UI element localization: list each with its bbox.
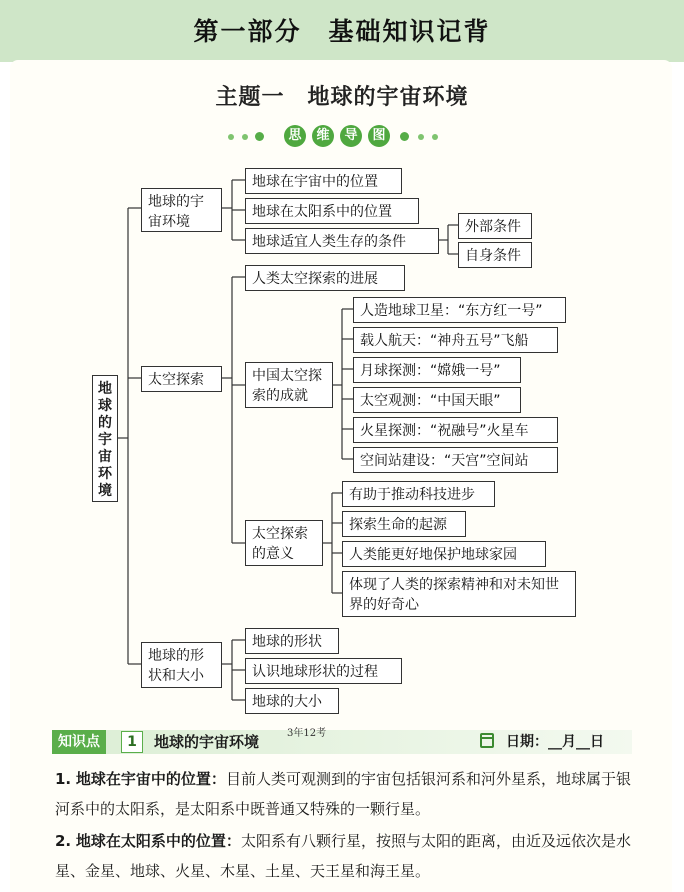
- date-field: 日期：__月__日: [506, 734, 604, 750]
- node-external-conditions: 外部条件: [458, 213, 532, 239]
- node-habitable-conditions: 地球适宜人类生存的条件: [245, 228, 439, 254]
- node-shape-discovery: 认识地球形状的过程: [245, 658, 402, 684]
- item-term: 地球在宇宙中的位置：: [75, 770, 226, 788]
- knowledge-number: 1: [121, 731, 143, 753]
- achievement-item: 太空观测：“中国天眼”: [353, 387, 521, 413]
- knowledge-title: 地球的宇宙环境: [154, 733, 260, 751]
- node-position-solar: 地球在太阳系中的位置: [245, 198, 419, 224]
- node-internal-conditions: 自身条件: [458, 242, 532, 268]
- mindmap-char: 图: [368, 125, 390, 147]
- significance-item: 人类能更好地保护地球家园: [342, 541, 546, 567]
- mindmap-char: 维: [312, 125, 334, 147]
- significance-item: 探索生命的起源: [342, 511, 466, 537]
- node-earth-size: 地球的大小: [245, 688, 339, 714]
- item-text: 目前人类可观测到的宇宙包括银河系和河外星系，地球属于银河系中的太阳系，是太阳系中既普通又特殊的一颗行星。: [55, 770, 631, 818]
- mindmap-char: 导: [340, 125, 362, 147]
- node-exploration-progress: 人类太空探索的进展: [245, 265, 405, 291]
- node-earth-shape: 地球的形状: [245, 628, 339, 654]
- branch-shape-size: 地球的形状和大小: [141, 642, 222, 688]
- achievement-item: 人造地球卫星：“东方红一号”: [353, 297, 566, 323]
- topic-title: 主题一 地球的宇宙环境: [215, 85, 469, 110]
- node-china-achievements: 中国太空探索的成就: [245, 362, 333, 408]
- significance-item: 有助于推动科技进步: [342, 481, 495, 507]
- item-text: 太阳系有八颗行星，按照与太阳的距离，由近及远依次是水星、金星、地球、火星、木星、土星、天王星和海王星。: [55, 832, 631, 880]
- knowledge-item-1: [55, 764, 635, 824]
- root-label: 地球的宇宙环境: [98, 381, 112, 499]
- knowledge-tag: 知识点: [52, 730, 106, 754]
- mindmap-char: 思: [284, 125, 306, 147]
- branch-space-exploration: 太空探索: [141, 366, 222, 392]
- item-number: 1.: [55, 770, 72, 788]
- knowledge-item-2: [55, 826, 635, 886]
- exam-frequency: 3年12考: [287, 728, 327, 739]
- achievement-item: 空间站建设：“天宫”空间站: [353, 447, 558, 473]
- part-title: 第一部分 基础知识记背: [193, 17, 491, 46]
- item-term: 地球在太阳系中的位置：: [75, 832, 241, 850]
- node-exploration-significance: 太空探索的意义: [245, 520, 323, 566]
- branch-cosmic-env: 地球的宇宙环境: [141, 188, 222, 232]
- calendar-icon: [480, 733, 494, 748]
- achievement-item: 月球探测：“嫦娥一号”: [353, 357, 521, 383]
- item-number: 2.: [55, 832, 72, 850]
- achievement-item: 火星探测：“祝融号”火星车: [353, 417, 558, 443]
- achievement-item: 载人航天：“神舟五号”飞船: [353, 327, 558, 353]
- node-position-universe: 地球在宇宙中的位置: [245, 168, 402, 194]
- mindmap-root: [92, 375, 118, 502]
- significance-item: 体现了人类的探索精神和对未知世界的好奇心: [342, 571, 576, 617]
